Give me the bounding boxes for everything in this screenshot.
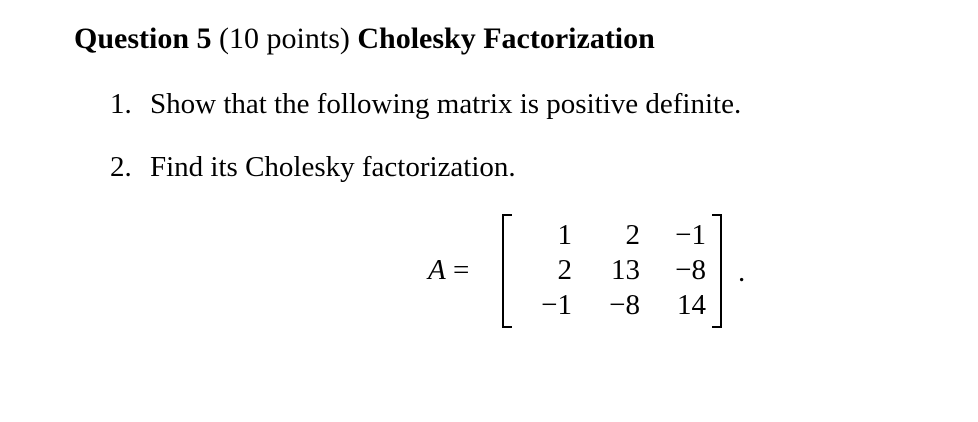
matrix-cell: 14 — [677, 289, 706, 321]
matrix-cell: 1 — [557, 219, 572, 251]
matrix-cell: −8 — [609, 289, 640, 321]
question-number: Question 5 — [74, 22, 212, 55]
matrix-row — [520, 253, 708, 288]
list-item-text: Show that the following matrix is positive definite. — [150, 88, 742, 120]
question-heading — [74, 22, 655, 56]
matrix-cell: 2 — [625, 219, 640, 251]
equation-lhs — [428, 254, 469, 287]
matrix-cell: −8 — [675, 254, 706, 286]
list-item-text: Find its Cholesky factorization. — [150, 151, 516, 183]
matrix-variable: A — [428, 254, 446, 286]
left-bracket — [502, 214, 512, 328]
matrix-cell: 13 — [611, 254, 640, 286]
matrix — [520, 218, 708, 323]
matrix-row — [520, 218, 708, 253]
matrix-cell: −1 — [541, 289, 572, 321]
question-points: (10 points) — [219, 22, 350, 55]
equals-sign: = — [452, 254, 470, 286]
matrix-cell: 2 — [557, 254, 572, 286]
matrix-cell: −1 — [675, 219, 706, 251]
equation-terminator: . — [738, 256, 746, 288]
list-item-number: 2. — [110, 151, 132, 183]
list-item — [110, 88, 741, 121]
right-bracket — [712, 214, 722, 328]
list-item — [110, 151, 516, 184]
matrix-row — [520, 288, 708, 323]
list-item-number: 1. — [110, 88, 132, 120]
question-topic: Cholesky Factorization — [357, 22, 655, 55]
